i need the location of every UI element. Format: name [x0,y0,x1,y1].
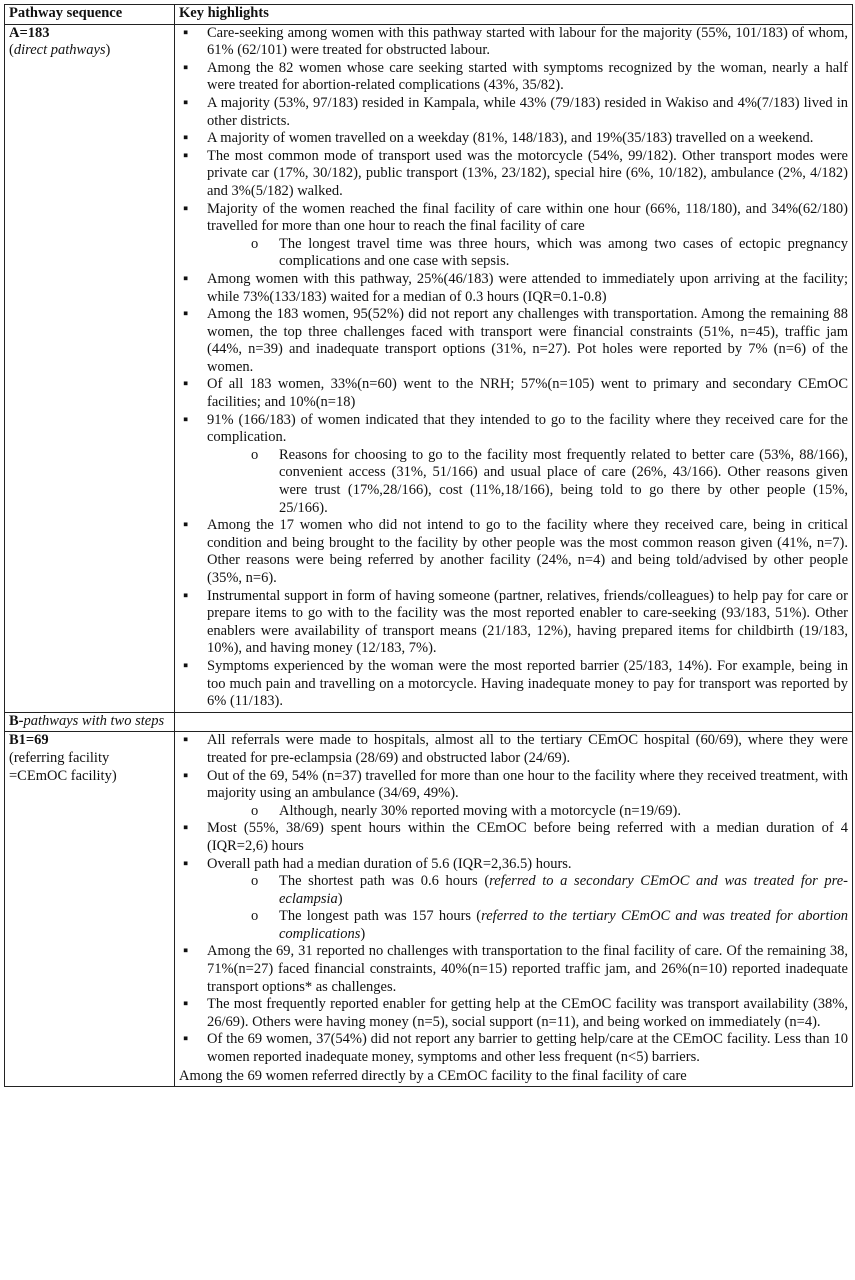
row-b-label: B- [9,712,24,729]
row-a-bullet-item [179,271,848,306]
row-a-bullet-item [179,60,848,95]
row-b1-bullet-text: The most frequently reported enabler for getting help at the CEmOC facility was transport availability (38%, 26/69). Others were having money (n=5), social support (n=11), and being worked on immediately (n=4). [207,996,848,1030]
row-a-bullet-text: A majority (53%, 97/183) resided in Kampala, while 43% (79/183) resided in Wakiso and 4%(7/183) lived in other districts. [207,94,848,129]
row-b1-bullet-item [179,996,848,1031]
row-b1-bullet-item [179,820,848,855]
row-a-bullet-item [179,25,848,60]
row-b1-sub-bullet-list [207,873,848,943]
table-row-a [5,24,853,712]
pathway-table [4,4,853,1087]
row-a-bullet-list [179,25,848,711]
header-pathway-sequence: Pathway sequence [5,5,175,25]
table-row-b1 [5,732,853,1087]
row-a-sub-bullet-list [207,236,848,271]
row-b-label-cell [5,712,175,732]
row-a-bullet-text: Symptoms experienced by the woman were the most reported barrier (25/183, 14%). For example, being in too much pain and travelling on a motorcycle. Having inadequate money to pay for transport was reported by 6% (11/183). [207,657,848,710]
row-a-bullet-text: A majority of women travelled on a weekday (81%, 148/183), and 19%(35/183) travelled on a weekend. [207,130,814,147]
row-b1-bullet-text: All referrals were made to hospitals, almost all to the tertiary CEmOC hospital (60/69), where they were treated for pre-eclampsia (28/69) and obstructed labor (24/69). [207,732,848,766]
row-b-sublabel: pathways with two steps [23,712,165,729]
row-b1-bullet-text: Overall path had a median duration of 5.6 (IQR=2,36.5) hours. [207,855,572,872]
row-a-bullet-item [179,588,848,658]
row-a-bullet-item [179,130,848,148]
row-b1-bullet-item [179,856,848,944]
row-a-label: A=183 [9,24,50,41]
row-b1-sub-bullet-list [207,803,848,821]
row-a-bullet-item [179,412,848,518]
header-key-highlights: Key highlights [175,5,853,25]
row-a-bullet-item [179,517,848,587]
row-b1-bullet-item [179,732,848,767]
row-b1-sublabel: (referring facility =CEmOC facility) [9,749,117,784]
row-a-sublabel: direct pathways [13,42,106,59]
row-b-empty-cell [175,712,853,732]
row-a-bullet-item [179,148,848,201]
row-a-bullet-text: Majority of the women reached the final facility of care within one hour (66%, 118/180), and 34%(62/180) travelled for more than one hour to reach the final facility of care [207,200,848,235]
row-b1-bullet-item [179,768,848,821]
row-b1-bullet-text: Most (55%, 38/69) spent hours within the CEmOC before being referred with a median duration of 4 (IQR=2,6) hours [207,820,848,854]
row-a-bullet-item [179,376,848,411]
row-a-bullet-text: Among the 82 women whose care seeking started with symptoms recognized by the woman, nearly a half were treated for abortion-related complications (43%, 35/82). [207,59,848,94]
row-a-bullet-text: Among the 17 women who did not intend to go to the facility where they received care, being in critical condition and being brought to the facility by other people was the most common reason given (41%, n=7). Other reasons were being referred by another facility (24%, n=4) and being told/advised by other people (35%, n=6). [207,517,848,586]
row-b1-label-cell [5,732,175,1087]
row-b1-bullet-text: Among the 69, 31 reported no challenges with transportation to the final facility of care. Of the remaining 38, 71%(n=27) faced financial constraints, 40%(n=15) reported traffic jam, and 26%(n=10) reported inadequate transport options* as challenges. [207,943,848,995]
row-a-bullet-text: Among the 183 women, 95(52%) did not report any challenges with transportation. Among the remaining 88 women, the top three challenges faced with transport were financial constraints (51%, n=45), traffic jam (44%, n=39) and inadequate transport options (31%, n=27). Pot holes were reported by 7% (n=6) of the women. [207,306,848,375]
row-a-bullet-item [179,306,848,376]
row-b1-highlights-cell [175,732,853,1087]
row-a-bullet-text: 91% (166/183) of women indicated that they intended to go to the facility where they received care for the complication. [207,411,848,446]
table-header-row [5,5,853,25]
row-a-label-cell: A=183 (direct pathways) [5,24,175,712]
table-row-b [5,712,853,732]
row-b1-bullet-list [179,732,848,1066]
row-a-sub-bullet-item: o The longest travel time was three hours, which was among two cases of ectopic pregnancy complications and one case with sepsis. [207,236,848,271]
row-b1-bullet-item [179,943,848,996]
row-b1-sub-bullet-emphasis: referred to the tertiary CEmOC and was treated for abortion complications [279,908,848,942]
row-a-sub-bullet-item: o Reasons for choosing to go to the facility most frequently related to better care (53%, 88/166), convenient access (31%, 51/166) and usual place of care (26%, 43/166). Other reasons given were trust (17%,28/166), cost (11%,18/166), being told to go there by other people (15%, 25/166). [207,447,848,517]
row-a-sub-bullet-list [207,447,848,517]
row-a-bullet-text: The most common mode of transport used was the motorcycle (54%, 99/182). Other transport modes were private car (17%, 30/182), public transport (13%, 23/182), special hire (6%, 10/182), ambulance (2%, 4/182) and 3%(5/182) walked. [207,147,848,199]
row-b1-footer-text: Among the 69 women referred directly by a CEmOC facility to the final facility of care [179,1067,687,1084]
row-a-bullet-text: Of all 183 women, 33%(n=60) went to the NRH; 57%(n=105) went to primary and secondary CEmOC facilities; and 10%(n=18) [207,376,848,411]
row-a-bullet-item [179,658,848,711]
row-a-bullet-text: Among women with this pathway, 25%(46/183) were attended to immediately upon arriving at the facility; while 73%(133/183) waited for a median of 0.3 hours (IQR=0.1-0.8) [207,270,848,305]
row-a-bullet-item [179,201,848,271]
row-b1-sub-bullet-item: o The shortest path was 0.6 hours (referred to a secondary CEmOC and was treated for pre-eclampsia) [207,873,848,908]
row-a-bullet-text: Care-seeking among women with this pathway started with labour for the majority (55%, 101/183) of whom, 61% (62/101) were treated for obstructed labour. [207,24,848,59]
row-a-highlights-cell [175,24,853,712]
row-a-bullet-item [179,95,848,130]
row-b1-bullet-item [179,1031,848,1066]
row-b1-sub-bullet-item: o The longest path was 157 hours (referred to the tertiary CEmOC and was treated for abortion complications) [207,908,848,943]
row-b1-sub-bullet-emphasis: referred to a secondary CEmOC and was treated for pre-eclampsia [279,873,849,907]
row-b1-bullet-text: Of the 69 women, 37(54%) did not report any barrier to getting help/care at the CEmOC facility. Less than 10 women reported inadequate money, symptoms and other less frequent (n<5) barriers. [207,1031,848,1066]
row-b1-label: B1=69 [9,732,49,749]
row-b1-bullet-text: Out of the 69, 54% (n=37) travelled for more than one hour to the facility where they received treatment, with majority using an ambulance (34/69, 49%). [207,767,848,802]
row-b1-sub-bullet-item: o Although, nearly 30% reported moving with a motorcycle (n=19/69). [207,803,848,821]
row-a-bullet-text: Instrumental support in form of having someone (partner, relatives, friends/colleagues) to help pay for care or prepare items to go with to the facility was the most reported enabler to care-seeking (93/183, 51%). Other enablers were availability of transport means (21/183, 12%), having prepared items for childbirth (19/183, 10%), and having money (12/183, 7%). [207,587,848,657]
